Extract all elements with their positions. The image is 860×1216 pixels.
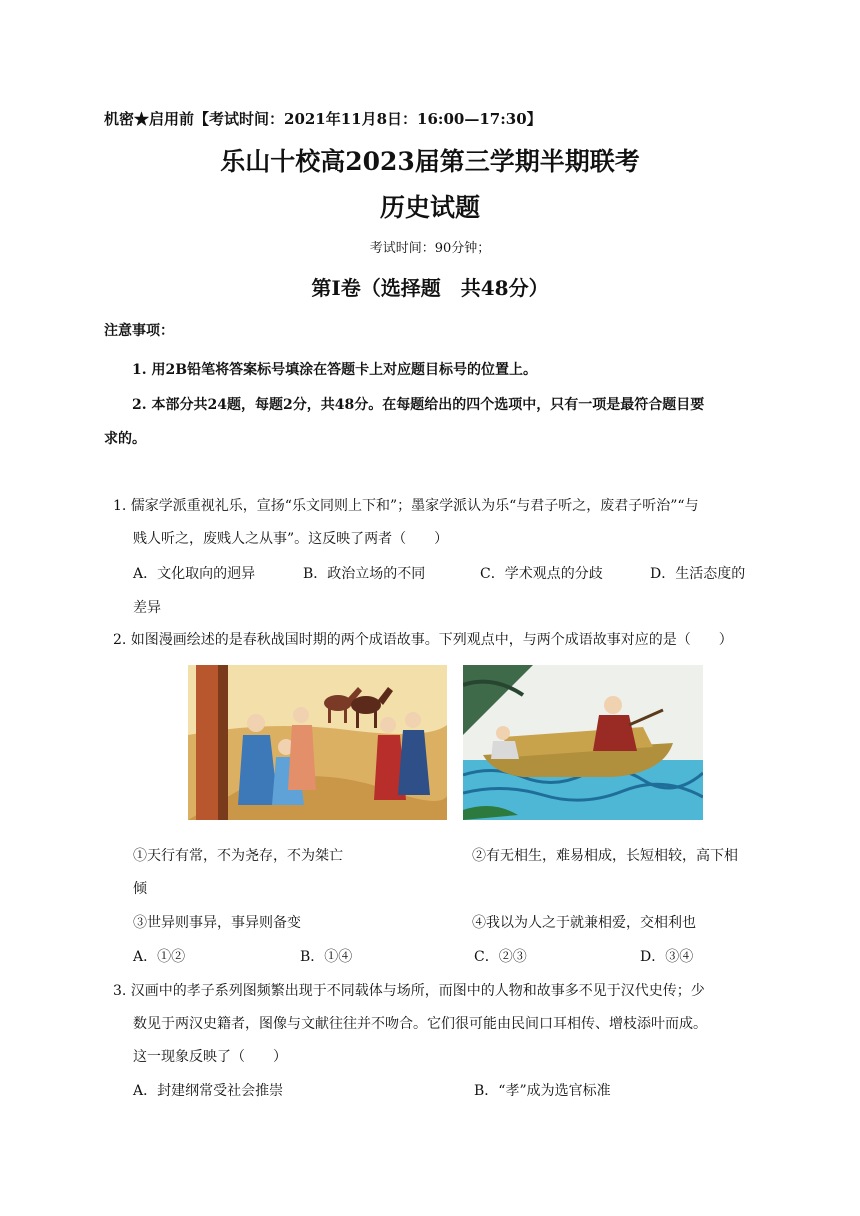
notice-heading: 注意事项：: [104, 323, 174, 339]
exam-title: 乐山十校高2023届第三学期半期联考: [220, 147, 640, 176]
q1-stem-line2: 贱人听之，废贱人之从事”。这反映了两者（ ）: [133, 531, 449, 547]
q3-stem-line1: 3. 汉画中的孝子系列图频繁出现于不同载体与场所，而图中的人物和故事多不见于汉代史传；少: [113, 983, 705, 999]
q3-option-b: B．“孝”成为选官标准: [474, 1083, 611, 1099]
confidential-header: 机密★启用前【考试时间：2021年11月8日：16:00—17:30】: [104, 110, 542, 128]
q1-option-c: C．学术观点的分歧: [480, 566, 603, 582]
horse-story-illustration: [188, 665, 447, 820]
q3-option-a: A．封建纲常受社会推崇: [133, 1083, 284, 1099]
q2-option-c: C．②③: [474, 949, 527, 965]
q1-stem-line1: 1. 儒家学派重视礼乐，宣扬“乐文同则上下和”；墨家学派认为乐“与君子听之，废君子听治”“与: [113, 498, 699, 514]
q1-option-d-cont: 差异: [133, 600, 161, 616]
notice-item-2-cont: 求的。: [104, 431, 146, 447]
q1-option-b: B．政治立场的不同: [303, 566, 426, 582]
notice-item-2: 2. 本部分共24题，每题2分，共48分。在每题给出的四个选项中，只有一项是最符合题目要: [132, 397, 705, 413]
q2-option-a: A．①②: [133, 949, 186, 965]
q1-option-a: A．文化取向的迥异: [133, 566, 256, 582]
boat-story-illustration: [463, 665, 703, 820]
notice-item-1: 1. 用2B铅笔将答案标号填涂在答题卡上对应题目标号的位置上。: [132, 362, 538, 378]
q3-stem-line2: 数见于两汉史籍者，图像与文献往往并不吻合。它们很可能由民间口耳相传、增枝添叶而成。: [133, 1016, 707, 1032]
boat-story-drawing: [463, 665, 703, 820]
horse-story-drawing: [188, 665, 447, 820]
section-title: 第Ⅰ卷（选择题 共48分）: [311, 276, 549, 300]
q1-option-d: D．生活态度的: [650, 566, 746, 582]
q2-option-d: D．③④: [640, 949, 694, 965]
q2-statement-1: ①天行有常，不为尧存，不为桀亡: [133, 848, 343, 864]
q3-stem-line3: 这一现象反映了（ ）: [133, 1049, 287, 1065]
q2-statement-4: ④我以为人之于就兼相爱，交相利也: [472, 915, 696, 931]
exam-subtitle: 历史试题: [379, 193, 480, 222]
q2-stem-line1: 2. 如图漫画绘述的是春秋战国时期的两个成语故事。下列观点中，与两个成语故事对应的是（ ）: [113, 632, 733, 648]
q2-statement-2-cont: 倾: [133, 881, 147, 897]
exam-duration: 考试时间：90分钟；: [369, 241, 491, 256]
q2-statement-3: ③世异则事异，事异则备变: [133, 915, 301, 931]
q2-statement-2: ②有无相生，难易相成，长短相较，高下相: [472, 848, 738, 864]
q2-option-b: B．①④: [300, 949, 353, 965]
